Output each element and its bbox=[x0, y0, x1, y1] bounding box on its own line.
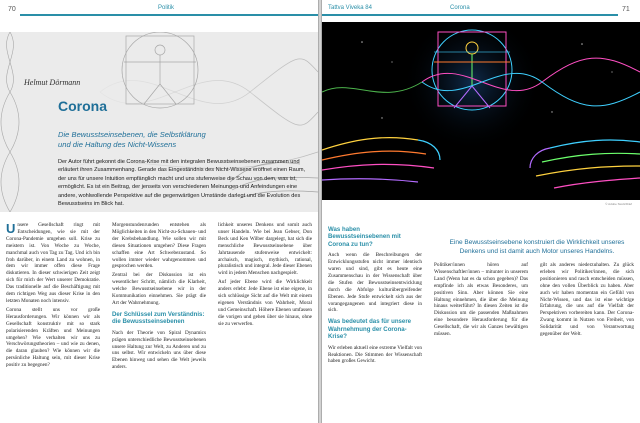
body-paragraph: gilt als anderes niederzuhalten. Zu glück erleben wir Politiker/innen, die sich positionieren und rasch entscheiden müssen, ohne den vollen Überblick zu haben. Aber auch wir haben momentan ein Gefühl von Nicht-Wissen, und das ist eine wichtige Erfahrung, die uns auf die Vielfalt der Perspektiven vorbereiten kann. Der Corona-Zwang kommt in Nutzen von Freiheit, von Solidarität und von Verantwortung gegenüber der Welt. bbox=[540, 262, 634, 338]
right-page bbox=[322, 0, 640, 423]
body-paragraph: Unsere Gesellschaft ringt mit Entscheidungen, wie sie mit der Corona-Pandemie umgehen soll. Krise zu meistern ist. Von Woche zu Woche, manchmal auch von Tag zu Tag. Und ich bin froh darüber, in einem Land zu wohnen, in dem wir immer offen diese Frage diskutieren. In dieser schwierigen Zeit zeigt sich für mich der Wert unserer Demokratie. Das traditionelle auf die Beschäftigung mit dem richtigen Weg aus dieser Krise in den letzten Monaten noch intensiv. bbox=[6, 221, 100, 304]
body-paragraph: Zentral bei der Diskussion ist ein wesentlicher Schritt, nämlich die Klarheit, welche Bewusstseinsebene wir in der Kommunikation einnehmen. Sie prägt die Art der Wahrnehmung. bbox=[112, 272, 206, 306]
left-page-number: 70 bbox=[8, 6, 16, 13]
subheading: Was bedeutet das für unsere Wahrnehmung der Corona-Krise? bbox=[328, 318, 412, 341]
left-page bbox=[0, 0, 318, 423]
left-header bbox=[0, 0, 318, 20]
left-column-1 bbox=[6, 222, 100, 371]
right-column-2 bbox=[434, 262, 528, 340]
author-name: Helmut Dörmann bbox=[24, 78, 81, 87]
image-credit: © Adobe Stock/Dilef bbox=[605, 202, 632, 206]
neon-hands-illustration bbox=[322, 22, 640, 200]
subtitle-line: Die Bewusstseinsebenen, die Selbstklärung bbox=[58, 130, 206, 139]
subtitle-line: und die Haltung des Nicht-Wissens bbox=[58, 139, 177, 149]
left-header-rule bbox=[20, 14, 318, 16]
right-section-label: Corona bbox=[450, 5, 470, 11]
right-hero-artwork bbox=[322, 22, 640, 200]
body-paragraph: lichkeit unseres Denkens und somit auch unser Handeln. Wie bei Jean Gebser, Don Beck und Ken Wilber dargelegt, hat sich die menschliche Bewusstseinsebene über Jahrtausende stufenweise entwickelt: archaisch, magisch, mythisch, rational, pluralistisch und integral. Jede dieser Ebenen wird in jedem Menschen nachgespielt. bbox=[218, 222, 312, 277]
body-paragraph: Corona stellt uns vor große Herausforderungen. Wir können wir als Gesellschaft konstruktiv mit so stark polarisierenden Kräften und Meinungen umgehen? Wie verhalten wir uns zu Verschwörungstheorien – und wie zu denen, die daran glauben? Wie können wir die persönliche Haltung sein, mit dieser Krise positiv zu begegnen? bbox=[6, 306, 100, 369]
body-paragraph: Morgenstundenrunden entstehen als Möglichkeiten in den Nicht-zu-Schauen- und der Krebsbehandlung. Wie sollen wir mit diesen Situationen umgehen? Diese Fragen schaffen eine Art Schwebezustand. So wollen immer wieder wahrgenommen und gesprochen werden. bbox=[112, 222, 206, 270]
right-header-magazine: Tattva Viveka 84 bbox=[328, 5, 372, 11]
pull-quote: Eine Bewusstseinsebene konstruiert die Wirklichkeit unseres Denkens und ist damit auch Motor unseres Handelns. bbox=[449, 239, 625, 255]
right-page-number: 71 bbox=[622, 6, 630, 13]
right-header bbox=[322, 0, 640, 20]
body-paragraph: Nach der Theorie von Spiral Dynamics prägen unterschiedliche Bewusstseinsebenen unsere Haltung zur Welt, zu Anderen und zu uns selbst. Wir entwickeln uns über diese Ebenen hinweg und sehen die Welt jeweils anders. bbox=[112, 329, 206, 371]
right-column-1 bbox=[328, 222, 422, 367]
subheading: Der Schlüssel zum Verständnis: die Bewusstseinsebenen bbox=[112, 310, 205, 326]
article-title: Corona bbox=[58, 98, 107, 114]
body-paragraph: Politiker/innen hören auf Wissenschaftler/innen – mitunter in unserem Land (Wenn hat es da schon gegeben)? Das empfinde ich als etwas Besonderes, um positiven Sinn. Aber können Sie eine Haltung einnehmen, die über die Meinung hinaus weiterführt? In diesen Zeiten ist die Diskussion um die passenden Maßnahmen eine besondere Herausforderung für die Gesellschaft, die wir als Ganzes bewältigen müssen. bbox=[434, 262, 528, 338]
left-column-3 bbox=[218, 222, 312, 330]
right-header-rule bbox=[322, 14, 618, 16]
article-lead: Der Autor führt gekonnt die Corona-Krise mit den integralen Bewusstseinsebenen zusammen und erläutert ihren Zusammenhang. Gerade das Eingeständnis des Nicht-Wissens eröffnet einen Raum, der uns für unsere Intuition empfänglich macht und uns stufenweise die Schau von dem, was ist, ermöglicht. Es ist ein Beitrag, der jenseits von verschiedenen Meinungen und Anfeindungen eine andere, wohlwollende Perspektive auf die gegenwärtigen Umstände darlegt und die Evolution des Bewusstseins im Blick hat. bbox=[58, 159, 306, 208]
left-section-label: Politik bbox=[158, 5, 175, 11]
article-subtitle bbox=[58, 130, 298, 149]
right-column-3 bbox=[540, 262, 634, 340]
left-column-2 bbox=[112, 222, 206, 373]
body-paragraph: Auch wenn die Beschreibungen der Entwicklungsstufen nicht immer identisch waren und sind, gibt es heute eine Zusammenschau in der Wissenschaft über die Stufen der Bewusstseinsentwicklung durch die Abfolge kulturübergreifender Ebenen. Jede Stufe entwickelt sich aus der vorangegangenen und integriert diese in sich. bbox=[328, 252, 422, 314]
drop-cap: U bbox=[6, 221, 16, 236]
body-paragraph: Wir erleben aktuell eine extreme Vielfalt von Reaktionen. Die Stimmen der Wissenschaft haben großes Gewicht. bbox=[328, 344, 422, 365]
body-paragraph: Auf jeder Ebene wird die Wirklichkeit anders erlebt: Jede Ebene ist eine eigene, in sich schlüssige Sicht auf die Welt mit einem eigenen Verständnis von Wahrheit, Moral und Gemeinschaft. Höhere Ebenen umfassen die vorigen und gehen über sie hinaus, ohne sie zu verwerfen. bbox=[218, 279, 312, 327]
subheading: Was haben Bewusstseinsebenen mit Corona zu tun? bbox=[328, 226, 401, 248]
